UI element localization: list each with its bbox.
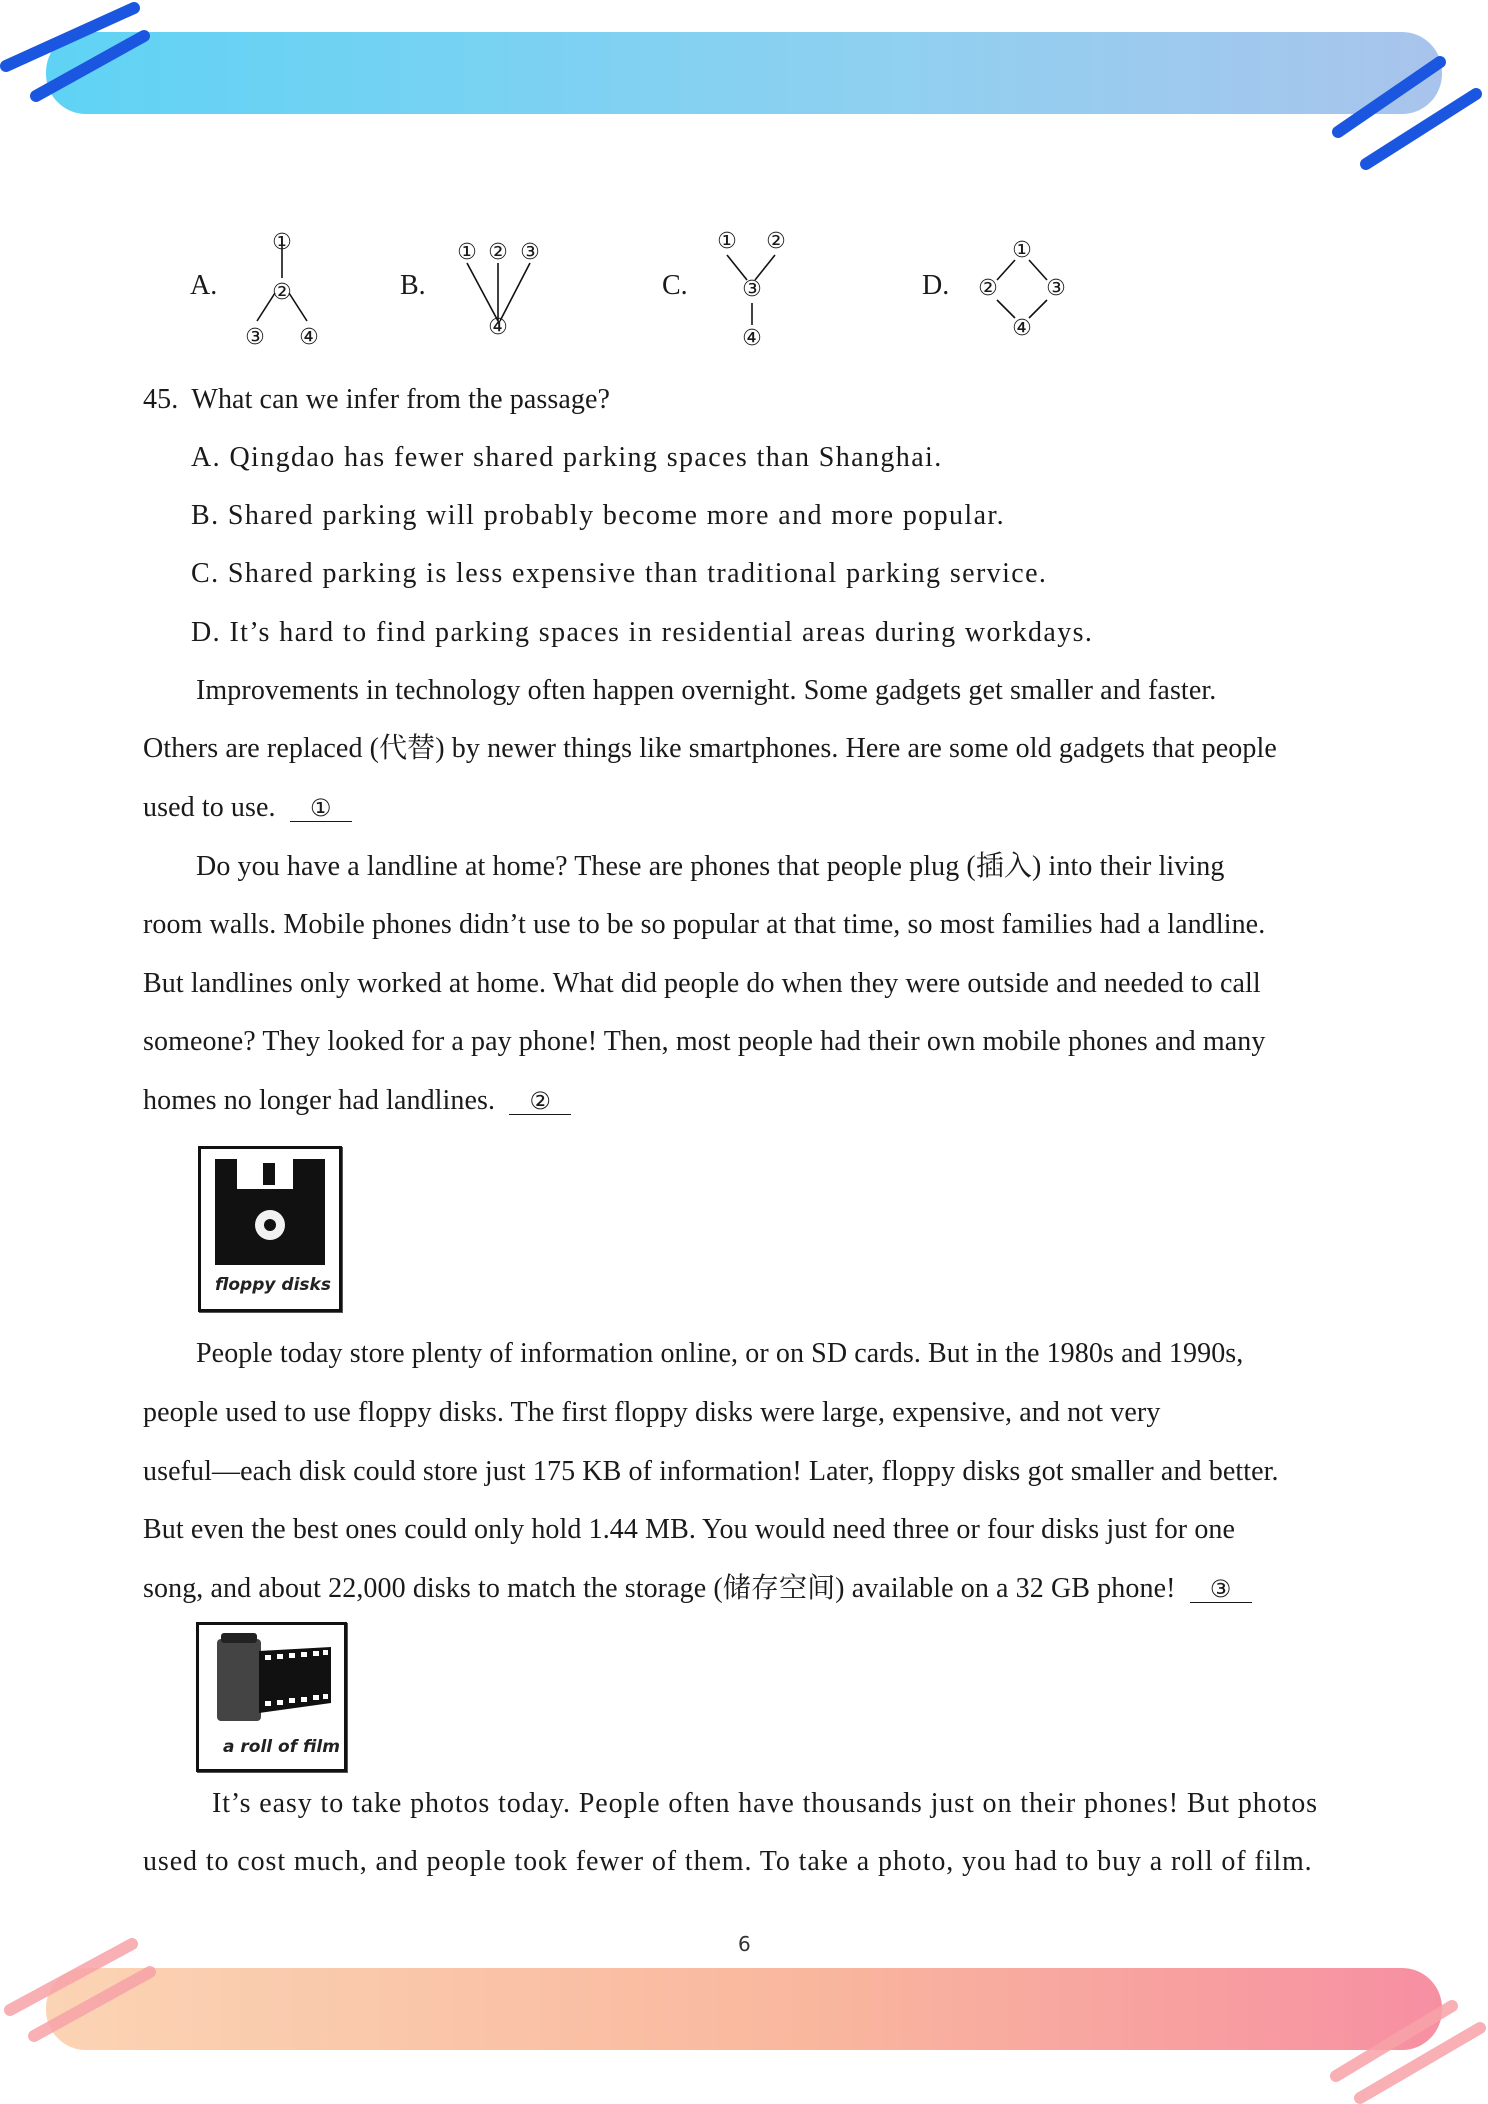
- page-number: 6: [738, 1932, 751, 1956]
- node-2: ②: [488, 240, 508, 265]
- diagram-a: [235, 225, 335, 355]
- film-roll-icon: [199, 1625, 344, 1735]
- paragraph-3-line-1: People today store plenty of information online, or on SD cards. But in the 1980s and 1990s,: [196, 1338, 1244, 1369]
- film-roll-figure: [196, 1622, 347, 1772]
- node-1: ①: [717, 229, 737, 254]
- blank-2[interactable]: ②: [509, 1088, 571, 1115]
- node-4: ④: [742, 326, 762, 351]
- node-2: ②: [978, 276, 998, 301]
- header-banner: [46, 32, 1442, 114]
- paragraph-2-line-3: But landlines only worked at home. What did people do when they were outside and needed to call: [143, 968, 1261, 999]
- option-letter: D.: [191, 617, 222, 648]
- node-2: ②: [766, 229, 786, 254]
- paragraph-3-line-3: useful—each disk could store just 175 KB of information! Later, floppy disks got smaller and better.: [143, 1456, 1279, 1487]
- answer-option-c[interactable]: [191, 545, 1047, 603]
- paragraph-3-line-4: But even the best ones could only hold 1.44 MB. You would need three or four disks just for one: [143, 1514, 1236, 1545]
- node-3: ③: [245, 325, 265, 350]
- paragraph-2-line-2: room walls. Mobile phones didn’t use to be so popular at that time, so most families had a landline.: [143, 909, 1266, 940]
- footer-left-stripes: [0, 1930, 170, 2050]
- node-1: ①: [457, 240, 477, 265]
- header-left-stripes: [0, 0, 180, 120]
- answer-option-b[interactable]: [191, 487, 1005, 545]
- option-text: It’s hard to find parking spaces in residential areas during workdays.: [229, 617, 1094, 648]
- paragraph-1-line-3: [143, 779, 352, 837]
- paragraph-4-line-1: It’s easy to take photos today. People often have thousands just on their phones! But photos: [212, 1788, 1318, 1819]
- diagram-c: [705, 225, 805, 355]
- floppy-disk-icon: [201, 1149, 339, 1273]
- diagram-b: [445, 235, 555, 345]
- option-text: Qingdao has fewer shared parking spaces than Shanghai.: [229, 442, 943, 473]
- question-45: [143, 371, 610, 429]
- node-3: ③: [742, 277, 762, 302]
- diagram-option-b: [400, 270, 426, 302]
- paragraph-3-line-2: people used to use floppy disks. The first floppy disks were large, expensive, and not very: [143, 1397, 1161, 1428]
- option-text: Shared parking is less expensive than traditional parking service.: [227, 558, 1048, 589]
- film-roll-caption: a roll of film: [223, 1737, 340, 1757]
- paragraph-text: used to use.: [143, 792, 276, 823]
- paragraph-text: homes no longer had landlines.: [143, 1085, 496, 1116]
- paragraph-2-line-5: [143, 1072, 571, 1130]
- diagram-option-a: [190, 270, 217, 302]
- footer-banner: [46, 1968, 1442, 2050]
- option-letter: B.: [191, 500, 220, 531]
- paragraph-3-line-5: [143, 1560, 1252, 1618]
- answer-option-a[interactable]: [191, 429, 943, 487]
- paragraph-4-line-2: used to cost much, and people took fewer of them. To take a photo, you had to buy a roll of film.: [143, 1846, 1313, 1877]
- paragraph-2-line-1: Do you have a landline at home? These are phones that people plug (插入) into their living: [196, 851, 1225, 882]
- paragraph-1-line-1: Improvements in technology often happen overnight. Some gadgets get smaller and faster.: [196, 675, 1217, 706]
- option-letter: C.: [662, 270, 688, 301]
- diagram-option-c: [662, 270, 688, 302]
- header-right-stripes: [1320, 50, 1488, 180]
- paragraph-2-line-4: someone? They looked for a pay phone! Then, most people had their own mobile phones and many: [143, 1026, 1266, 1057]
- option-letter: D.: [922, 270, 950, 301]
- floppy-disk-caption: floppy disks: [215, 1275, 331, 1295]
- option-letter: A.: [190, 270, 218, 301]
- paragraph-text: song, and about 22,000 disks to match the storage (储存空间) available on a 32 GB phone!: [143, 1573, 1176, 1604]
- node-2: ②: [272, 280, 292, 305]
- question-number: 45.: [143, 384, 179, 415]
- option-letter: B.: [400, 270, 426, 301]
- node-4: ④: [1012, 316, 1032, 341]
- node-4: ④: [488, 315, 508, 340]
- question-prompt: What can we infer from the passage?: [191, 384, 611, 415]
- option-letter: A.: [191, 442, 222, 473]
- node-3: ③: [1046, 276, 1066, 301]
- answer-option-d[interactable]: [191, 604, 1093, 662]
- node-1: ①: [1012, 238, 1032, 263]
- node-4: ④: [299, 325, 319, 350]
- node-1: ①: [272, 230, 292, 255]
- option-text: Shared parking will probably become more and more popular.: [227, 500, 1006, 531]
- floppy-disk-figure: [198, 1146, 342, 1312]
- diagram-option-d: [922, 270, 949, 302]
- node-3: ③: [520, 240, 540, 265]
- footer-right-stripes: [1320, 1980, 1488, 2104]
- option-letter: C.: [191, 558, 220, 589]
- paragraph-1-line-2: Others are replaced (代替) by newer things like smartphones. Here are some old gadgets that people: [143, 733, 1277, 764]
- blank-1[interactable]: ①: [290, 795, 352, 822]
- diagram-d: [968, 232, 1078, 347]
- blank-3[interactable]: ③: [1190, 1576, 1252, 1603]
